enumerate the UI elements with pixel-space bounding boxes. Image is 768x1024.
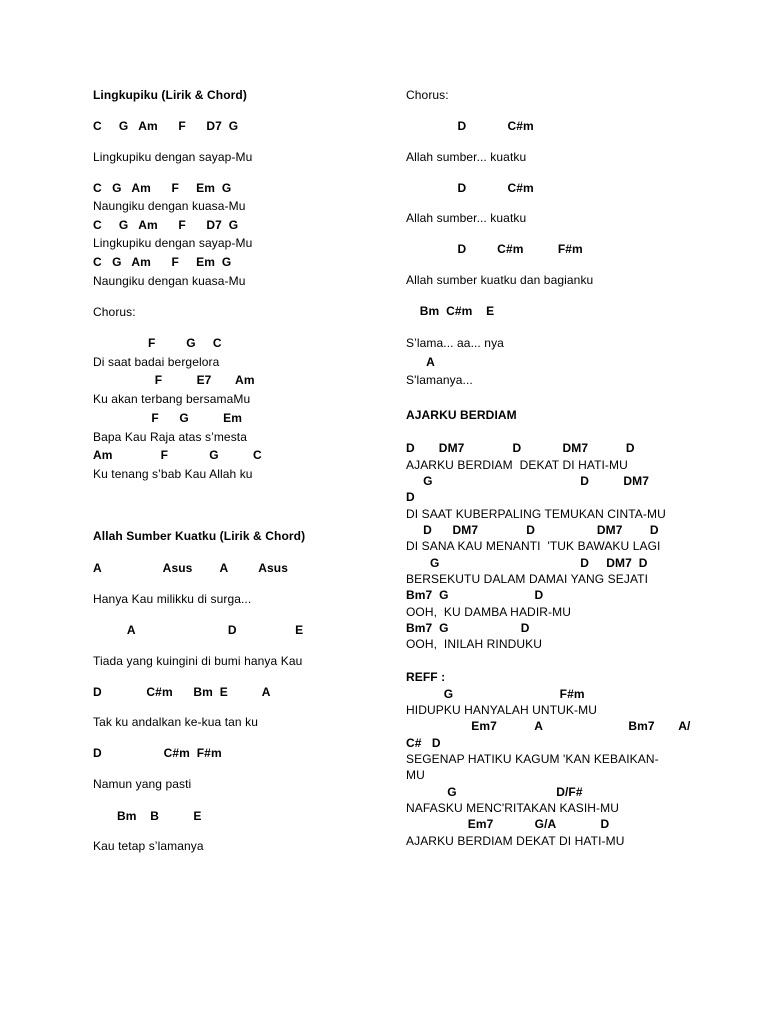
right-line: AJARKU BERDIAM DEKAT DI HATI-MU <box>406 458 628 472</box>
right-line: Chorus: <box>406 88 449 102</box>
left-line: Am F G C <box>93 448 262 462</box>
left-line: A D E <box>93 623 304 637</box>
right-line: D DM7 D DM7 D <box>406 441 635 455</box>
left-line: Lingkupiku (Lirik & Chord) <box>93 88 247 102</box>
right-line: Bm C#m E <box>406 304 495 318</box>
left-line: C G Am F Em G <box>93 181 232 195</box>
right-line: C# D <box>406 736 441 750</box>
right-line: S'lamanya... <box>406 373 473 387</box>
left-line: Bapa Kau Raja atas s’mesta <box>93 430 248 444</box>
right-line: D C#m <box>406 119 534 133</box>
right-line: Allah sumber kuatku dan bagianku <box>406 273 594 287</box>
left-line: Naungiku dengan kuasa-Mu <box>93 199 246 213</box>
left-line: C G Am F D7 G <box>93 119 239 133</box>
right-line: Em7 A Bm7 A/ <box>406 719 691 733</box>
left-line: Tiada yang kuingini di bumi hanya Kau <box>93 654 303 668</box>
left-line: Tak ku andalkan ke-kua tan ku <box>93 715 258 729</box>
left-line: Naungiku dengan kuasa-Mu <box>93 274 246 288</box>
right-line: MU <box>406 768 425 782</box>
left-line: D C#m F#m <box>93 746 222 760</box>
left-line: Namun yang pasti <box>93 777 192 791</box>
right-line: REFF : <box>406 670 446 684</box>
left-line: Di saat badai bergelora <box>93 355 220 369</box>
right-line: G D DM7 <box>406 474 650 488</box>
left-line: Kau tetap s’lamanya <box>93 839 204 853</box>
right-line: DI SAAT KUBERPALING TEMUKAN CINTA-MU <box>406 507 666 521</box>
left-line: A Asus A Asus <box>93 561 288 575</box>
left-line: Lingkupiku dengan sayap-Mu <box>93 150 253 164</box>
right-line: SEGENAP HATIKU KAGUM 'KAN KEBAIKAN- <box>406 752 659 766</box>
right-line: D C#m F#m <box>406 242 583 256</box>
left-line: C G Am F Em G <box>93 255 232 269</box>
right-line: Allah sumber... kuatku <box>406 150 527 164</box>
right-line: D DM7 D DM7 D <box>406 523 659 537</box>
left-line: D C#m Bm E A <box>93 685 271 699</box>
left-line: Allah Sumber Kuatku (Lirik & Chord) <box>93 529 306 543</box>
right-line: Bm7 G D <box>406 588 544 602</box>
right-line: S’lama... aa... nya <box>406 336 504 350</box>
left-line: F G Em <box>93 411 243 425</box>
left-line: Ku akan terbang bersamaMu <box>93 392 251 406</box>
left-line: C G Am F D7 G <box>93 218 239 232</box>
left-line: F G C <box>93 336 222 350</box>
right-line: HIDUPKU HANYALAH UNTUK-MU <box>406 703 597 717</box>
right-line: G F#m <box>406 687 585 701</box>
right-line: A <box>406 355 435 369</box>
right-line: Bm7 G D <box>406 621 530 635</box>
left-line: Bm B E <box>93 809 202 823</box>
left-line: Hanya Kau milikku di surga... <box>93 592 252 606</box>
right-line: D <box>406 490 415 504</box>
right-line: NAFASKU MENC'RITAKAN KASIH-MU <box>406 801 619 815</box>
left-line: F E7 Am <box>93 373 255 387</box>
left-line: Lingkupiku dengan sayap-Mu <box>93 236 253 250</box>
right-line: BERSEKUTU DALAM DAMAI YANG SEJATI <box>406 572 649 586</box>
right-line: D C#m <box>406 181 534 195</box>
left-line: Chorus: <box>93 305 136 319</box>
right-line: G D DM7 D <box>406 556 648 570</box>
right-line: G D/F# <box>406 785 583 799</box>
right-line: Allah sumber... kuatku <box>406 211 527 225</box>
right-line: DI SANA KAU MENANTI 'TUK BAWAKU LAGI <box>406 539 661 553</box>
left-line: Ku tenang s’bab Kau Allah ku <box>93 467 253 481</box>
right-line: OOH, INILAH RINDUKU <box>406 637 543 651</box>
right-line: Em7 G/A D <box>406 817 610 831</box>
right-line: OOH, KU DAMBA HADIR-MU <box>406 605 571 619</box>
right-line: AJARKU BERDIAM <box>406 408 517 422</box>
right-line: AJARKU BERDIAM DEKAT DI HATI-MU <box>406 834 625 848</box>
